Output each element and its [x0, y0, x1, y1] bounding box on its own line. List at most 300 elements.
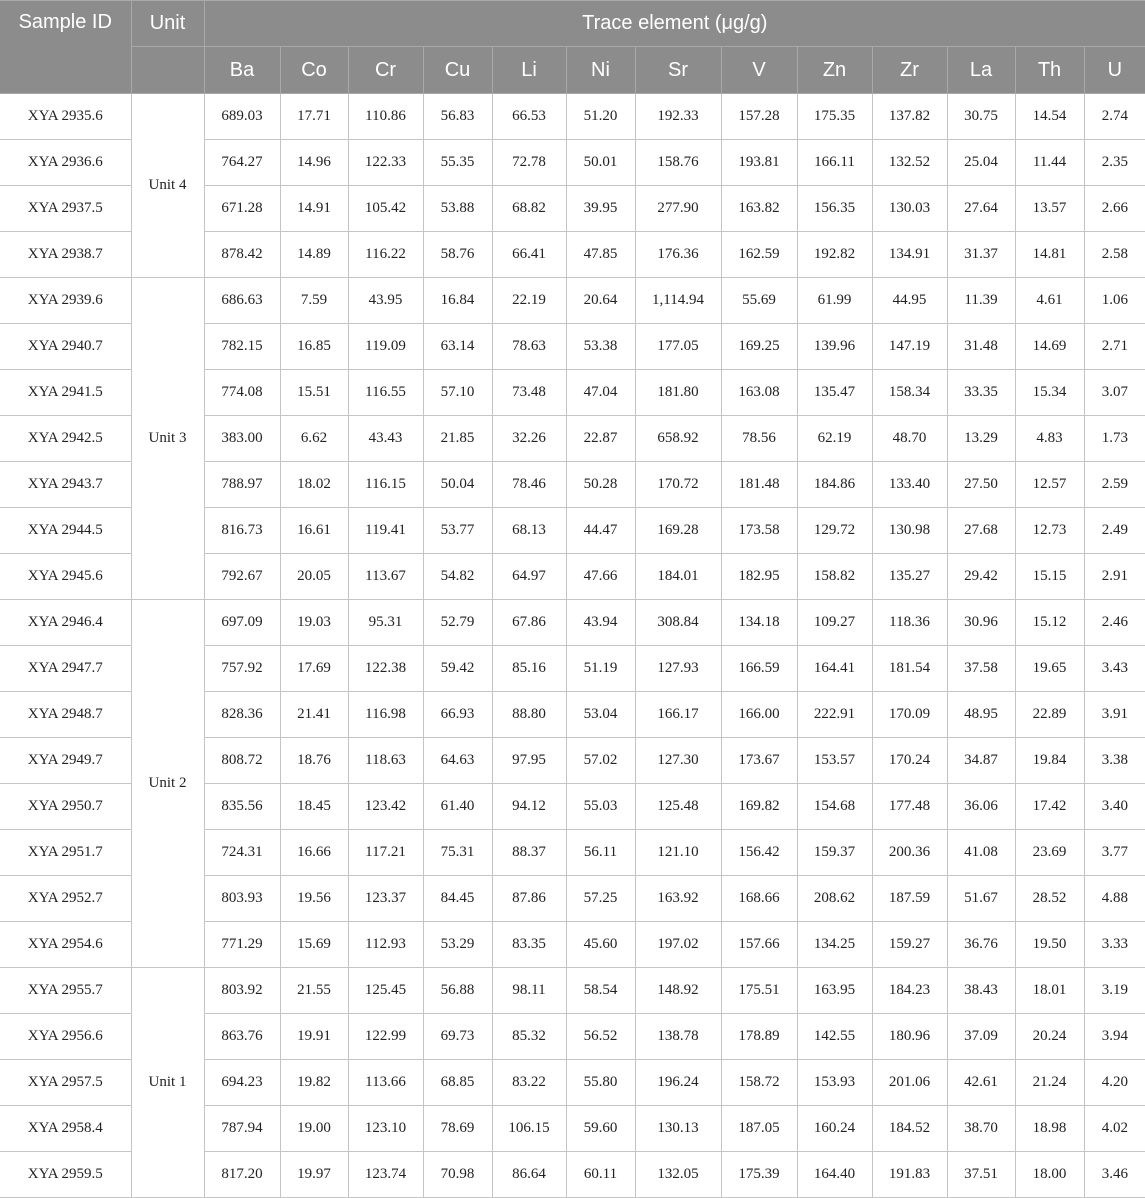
- table-row: [0, 278, 1145, 324]
- value-cell: 19.84: [1015, 738, 1084, 784]
- value-cell: 3.43: [1084, 646, 1145, 692]
- sample-id-cell: XYA 2942.5: [0, 416, 131, 462]
- value-cell: 20.64: [566, 278, 635, 324]
- value-cell: 134.18: [721, 600, 797, 646]
- value-cell: 51.20: [566, 94, 635, 140]
- sample-id-cell: XYA 2948.7: [0, 692, 131, 738]
- value-cell: 792.67: [204, 554, 280, 600]
- value-cell: 48.70: [872, 416, 947, 462]
- value-cell: 4.88: [1084, 876, 1145, 922]
- table-row: [0, 600, 1145, 646]
- value-cell: 170.09: [872, 692, 947, 738]
- value-cell: 58.54: [566, 968, 635, 1014]
- value-cell: 113.66: [348, 1060, 423, 1106]
- value-cell: 4.02: [1084, 1106, 1145, 1152]
- value-cell: 164.41: [797, 646, 872, 692]
- header-element: Co: [280, 47, 348, 94]
- value-cell: 23.69: [1015, 830, 1084, 876]
- value-cell: 123.74: [348, 1152, 423, 1198]
- value-cell: 66.53: [492, 94, 566, 140]
- value-cell: 19.03: [280, 600, 348, 646]
- sample-id-cell: XYA 2937.5: [0, 186, 131, 232]
- value-cell: 45.60: [566, 922, 635, 968]
- value-cell: 50.04: [423, 462, 492, 508]
- value-cell: 31.48: [947, 324, 1015, 370]
- value-cell: 27.68: [947, 508, 1015, 554]
- value-cell: 163.92: [635, 876, 721, 922]
- value-cell: 19.00: [280, 1106, 348, 1152]
- value-cell: 162.59: [721, 232, 797, 278]
- header-element: Th: [1015, 47, 1084, 94]
- value-cell: 169.82: [721, 784, 797, 830]
- header-element: Cu: [423, 47, 492, 94]
- value-cell: 27.64: [947, 186, 1015, 232]
- value-cell: 69.73: [423, 1014, 492, 1060]
- value-cell: 53.29: [423, 922, 492, 968]
- sample-id-cell: XYA 2952.7: [0, 876, 131, 922]
- value-cell: 72.78: [492, 140, 566, 186]
- value-cell: 85.32: [492, 1014, 566, 1060]
- value-cell: 774.08: [204, 370, 280, 416]
- value-cell: 2.58: [1084, 232, 1145, 278]
- value-cell: 53.38: [566, 324, 635, 370]
- value-cell: 68.82: [492, 186, 566, 232]
- header-element: Ni: [566, 47, 635, 94]
- value-cell: 153.93: [797, 1060, 872, 1106]
- value-cell: 119.09: [348, 324, 423, 370]
- value-cell: 42.61: [947, 1060, 1015, 1106]
- value-cell: 156.42: [721, 830, 797, 876]
- value-cell: 123.42: [348, 784, 423, 830]
- value-cell: 18.45: [280, 784, 348, 830]
- value-cell: 84.45: [423, 876, 492, 922]
- sample-id-cell: XYA 2936.6: [0, 140, 131, 186]
- value-cell: 85.16: [492, 646, 566, 692]
- value-cell: 20.24: [1015, 1014, 1084, 1060]
- table-row: [0, 94, 1145, 140]
- value-cell: 697.09: [204, 600, 280, 646]
- value-cell: 122.99: [348, 1014, 423, 1060]
- header-sample-id: Sample ID: [0, 1, 131, 94]
- value-cell: 788.97: [204, 462, 280, 508]
- value-cell: 109.27: [797, 600, 872, 646]
- value-cell: 43.94: [566, 600, 635, 646]
- value-cell: 168.66: [721, 876, 797, 922]
- value-cell: 170.24: [872, 738, 947, 784]
- value-cell: 1,114.94: [635, 278, 721, 324]
- value-cell: 36.06: [947, 784, 1015, 830]
- value-cell: 22.19: [492, 278, 566, 324]
- value-cell: 277.90: [635, 186, 721, 232]
- value-cell: 15.51: [280, 370, 348, 416]
- value-cell: 177.48: [872, 784, 947, 830]
- value-cell: 133.40: [872, 462, 947, 508]
- sample-id-cell: XYA 2949.7: [0, 738, 131, 784]
- value-cell: 14.54: [1015, 94, 1084, 140]
- header-element: Zr: [872, 47, 947, 94]
- header-element: U: [1084, 47, 1145, 94]
- value-cell: 119.41: [348, 508, 423, 554]
- value-cell: 38.43: [947, 968, 1015, 1014]
- value-cell: 53.77: [423, 508, 492, 554]
- value-cell: 18.02: [280, 462, 348, 508]
- value-cell: 134.25: [797, 922, 872, 968]
- value-cell: 166.11: [797, 140, 872, 186]
- value-cell: 57.25: [566, 876, 635, 922]
- value-cell: 177.05: [635, 324, 721, 370]
- value-cell: 97.95: [492, 738, 566, 784]
- unit-cell: Unit 3: [131, 278, 204, 600]
- value-cell: 122.38: [348, 646, 423, 692]
- sample-id-cell: XYA 2944.5: [0, 508, 131, 554]
- unit-cell: Unit 2: [131, 600, 204, 968]
- sample-id-cell: XYA 2950.7: [0, 784, 131, 830]
- value-cell: 878.42: [204, 232, 280, 278]
- sample-id-cell: XYA 2940.7: [0, 324, 131, 370]
- value-cell: 130.98: [872, 508, 947, 554]
- value-cell: 686.63: [204, 278, 280, 324]
- value-cell: 29.42: [947, 554, 1015, 600]
- value-cell: 2.74: [1084, 94, 1145, 140]
- value-cell: 32.26: [492, 416, 566, 462]
- value-cell: 78.56: [721, 416, 797, 462]
- value-cell: 64.97: [492, 554, 566, 600]
- value-cell: 59.42: [423, 646, 492, 692]
- sample-id-cell: XYA 2939.6: [0, 278, 131, 324]
- value-cell: 134.91: [872, 232, 947, 278]
- value-cell: 817.20: [204, 1152, 280, 1198]
- value-cell: 184.86: [797, 462, 872, 508]
- value-cell: 176.36: [635, 232, 721, 278]
- value-cell: 157.28: [721, 94, 797, 140]
- value-cell: 724.31: [204, 830, 280, 876]
- sample-id-cell: XYA 2941.5: [0, 370, 131, 416]
- value-cell: 88.37: [492, 830, 566, 876]
- value-cell: 55.80: [566, 1060, 635, 1106]
- value-cell: 54.82: [423, 554, 492, 600]
- value-cell: 135.27: [872, 554, 947, 600]
- value-cell: 2.49: [1084, 508, 1145, 554]
- value-cell: 53.88: [423, 186, 492, 232]
- header-element: Zn: [797, 47, 872, 94]
- value-cell: 166.17: [635, 692, 721, 738]
- value-cell: 787.94: [204, 1106, 280, 1152]
- value-cell: 1.73: [1084, 416, 1145, 462]
- value-cell: 68.85: [423, 1060, 492, 1106]
- value-cell: 163.08: [721, 370, 797, 416]
- value-cell: 78.63: [492, 324, 566, 370]
- sample-id-cell: XYA 2959.5: [0, 1152, 131, 1198]
- value-cell: 22.87: [566, 416, 635, 462]
- value-cell: 36.76: [947, 922, 1015, 968]
- value-cell: 166.59: [721, 646, 797, 692]
- header-element: V: [721, 47, 797, 94]
- value-cell: 21.85: [423, 416, 492, 462]
- value-cell: 197.02: [635, 922, 721, 968]
- value-cell: 782.15: [204, 324, 280, 370]
- value-cell: 184.52: [872, 1106, 947, 1152]
- value-cell: 14.91: [280, 186, 348, 232]
- value-cell: 175.51: [721, 968, 797, 1014]
- value-cell: 159.27: [872, 922, 947, 968]
- value-cell: 757.92: [204, 646, 280, 692]
- value-cell: 38.70: [947, 1106, 1015, 1152]
- value-cell: 2.46: [1084, 600, 1145, 646]
- header-unit-blank: [131, 47, 204, 94]
- value-cell: 184.23: [872, 968, 947, 1014]
- value-cell: 28.52: [1015, 876, 1084, 922]
- unit-cell: Unit 1: [131, 968, 204, 1198]
- sample-id-cell: XYA 2954.6: [0, 922, 131, 968]
- value-cell: 66.41: [492, 232, 566, 278]
- value-cell: 658.92: [635, 416, 721, 462]
- value-cell: 169.28: [635, 508, 721, 554]
- value-cell: 163.82: [721, 186, 797, 232]
- value-cell: 4.20: [1084, 1060, 1145, 1106]
- sample-id-cell: XYA 2943.7: [0, 462, 131, 508]
- value-cell: 2.91: [1084, 554, 1145, 600]
- value-cell: 73.48: [492, 370, 566, 416]
- value-cell: 47.04: [566, 370, 635, 416]
- value-cell: 164.40: [797, 1152, 872, 1198]
- value-cell: 163.95: [797, 968, 872, 1014]
- table-row: [0, 968, 1145, 1014]
- value-cell: 47.85: [566, 232, 635, 278]
- value-cell: 55.35: [423, 140, 492, 186]
- value-cell: 17.42: [1015, 784, 1084, 830]
- value-cell: 16.85: [280, 324, 348, 370]
- value-cell: 187.59: [872, 876, 947, 922]
- value-cell: 19.91: [280, 1014, 348, 1060]
- value-cell: 182.95: [721, 554, 797, 600]
- value-cell: 192.33: [635, 94, 721, 140]
- value-cell: 17.69: [280, 646, 348, 692]
- value-cell: 116.15: [348, 462, 423, 508]
- value-cell: 118.36: [872, 600, 947, 646]
- value-cell: 3.07: [1084, 370, 1145, 416]
- value-cell: 142.55: [797, 1014, 872, 1060]
- value-cell: 138.78: [635, 1014, 721, 1060]
- sample-id-cell: XYA 2946.4: [0, 600, 131, 646]
- value-cell: 116.22: [348, 232, 423, 278]
- value-cell: 191.83: [872, 1152, 947, 1198]
- value-cell: 37.58: [947, 646, 1015, 692]
- value-cell: 60.11: [566, 1152, 635, 1198]
- value-cell: 4.83: [1015, 416, 1084, 462]
- value-cell: 78.46: [492, 462, 566, 508]
- value-cell: 828.36: [204, 692, 280, 738]
- value-cell: 181.48: [721, 462, 797, 508]
- unit-cell: Unit 4: [131, 94, 204, 278]
- value-cell: 75.31: [423, 830, 492, 876]
- value-cell: 58.76: [423, 232, 492, 278]
- value-cell: 122.33: [348, 140, 423, 186]
- sample-id-cell: XYA 2958.4: [0, 1106, 131, 1152]
- value-cell: 31.37: [947, 232, 1015, 278]
- value-cell: 808.72: [204, 738, 280, 784]
- value-cell: 95.31: [348, 600, 423, 646]
- value-cell: 7.59: [280, 278, 348, 324]
- value-cell: 170.72: [635, 462, 721, 508]
- value-cell: 3.33: [1084, 922, 1145, 968]
- value-cell: 187.05: [721, 1106, 797, 1152]
- value-cell: 158.34: [872, 370, 947, 416]
- value-cell: 14.96: [280, 140, 348, 186]
- value-cell: 193.81: [721, 140, 797, 186]
- value-cell: 15.69: [280, 922, 348, 968]
- sample-id-cell: XYA 2955.7: [0, 968, 131, 1014]
- value-cell: 16.61: [280, 508, 348, 554]
- value-cell: 22.89: [1015, 692, 1084, 738]
- value-cell: 98.11: [492, 968, 566, 1014]
- header-unit: Unit: [131, 1, 204, 47]
- value-cell: 2.35: [1084, 140, 1145, 186]
- value-cell: 222.91: [797, 692, 872, 738]
- value-cell: 127.30: [635, 738, 721, 784]
- value-cell: 112.93: [348, 922, 423, 968]
- value-cell: 117.21: [348, 830, 423, 876]
- header-element: La: [947, 47, 1015, 94]
- value-cell: 11.39: [947, 278, 1015, 324]
- value-cell: 61.40: [423, 784, 492, 830]
- value-cell: 132.52: [872, 140, 947, 186]
- value-cell: 105.42: [348, 186, 423, 232]
- value-cell: 19.56: [280, 876, 348, 922]
- value-cell: 175.39: [721, 1152, 797, 1198]
- value-cell: 37.09: [947, 1014, 1015, 1060]
- value-cell: 55.69: [721, 278, 797, 324]
- header-element: Cr: [348, 47, 423, 94]
- value-cell: 160.24: [797, 1106, 872, 1152]
- sample-id-cell: XYA 2956.6: [0, 1014, 131, 1060]
- sample-id-cell: XYA 2951.7: [0, 830, 131, 876]
- value-cell: 18.00: [1015, 1152, 1084, 1198]
- value-cell: 154.68: [797, 784, 872, 830]
- value-cell: 771.29: [204, 922, 280, 968]
- value-cell: 18.76: [280, 738, 348, 784]
- value-cell: 83.22: [492, 1060, 566, 1106]
- value-cell: 86.64: [492, 1152, 566, 1198]
- value-cell: 88.80: [492, 692, 566, 738]
- value-cell: 43.95: [348, 278, 423, 324]
- value-cell: 57.10: [423, 370, 492, 416]
- value-cell: 53.04: [566, 692, 635, 738]
- value-cell: 6.62: [280, 416, 348, 462]
- sample-id-cell: XYA 2957.5: [0, 1060, 131, 1106]
- value-cell: 50.01: [566, 140, 635, 186]
- value-cell: 2.66: [1084, 186, 1145, 232]
- value-cell: 18.01: [1015, 968, 1084, 1014]
- value-cell: 135.47: [797, 370, 872, 416]
- value-cell: 16.84: [423, 278, 492, 324]
- value-cell: 14.69: [1015, 324, 1084, 370]
- value-cell: 52.79: [423, 600, 492, 646]
- value-cell: 13.57: [1015, 186, 1084, 232]
- value-cell: 147.19: [872, 324, 947, 370]
- value-cell: 125.48: [635, 784, 721, 830]
- value-cell: 50.28: [566, 462, 635, 508]
- value-cell: 116.55: [348, 370, 423, 416]
- value-cell: 106.15: [492, 1106, 566, 1152]
- value-cell: 19.65: [1015, 646, 1084, 692]
- value-cell: 129.72: [797, 508, 872, 554]
- value-cell: 39.95: [566, 186, 635, 232]
- value-cell: 51.67: [947, 876, 1015, 922]
- value-cell: 44.95: [872, 278, 947, 324]
- value-cell: 51.19: [566, 646, 635, 692]
- value-cell: 43.43: [348, 416, 423, 462]
- value-cell: 159.37: [797, 830, 872, 876]
- value-cell: 192.82: [797, 232, 872, 278]
- value-cell: 3.77: [1084, 830, 1145, 876]
- value-cell: 33.35: [947, 370, 1015, 416]
- header-trace-element-group: Trace element (μg/g): [204, 1, 1145, 47]
- value-cell: 173.58: [721, 508, 797, 554]
- value-cell: 14.81: [1015, 232, 1084, 278]
- value-cell: 19.82: [280, 1060, 348, 1106]
- value-cell: 130.03: [872, 186, 947, 232]
- table-header: [0, 1, 1145, 94]
- value-cell: 16.66: [280, 830, 348, 876]
- value-cell: 37.51: [947, 1152, 1015, 1198]
- value-cell: 11.44: [1015, 140, 1084, 186]
- value-cell: 41.08: [947, 830, 1015, 876]
- value-cell: 116.98: [348, 692, 423, 738]
- value-cell: 17.71: [280, 94, 348, 140]
- value-cell: 44.47: [566, 508, 635, 554]
- header-element: Li: [492, 47, 566, 94]
- value-cell: 180.96: [872, 1014, 947, 1060]
- value-cell: 56.83: [423, 94, 492, 140]
- value-cell: 158.76: [635, 140, 721, 186]
- value-cell: 863.76: [204, 1014, 280, 1060]
- value-cell: 181.54: [872, 646, 947, 692]
- value-cell: 153.57: [797, 738, 872, 784]
- value-cell: 110.86: [348, 94, 423, 140]
- value-cell: 184.01: [635, 554, 721, 600]
- value-cell: 15.34: [1015, 370, 1084, 416]
- value-cell: 61.99: [797, 278, 872, 324]
- value-cell: 123.37: [348, 876, 423, 922]
- value-cell: 118.63: [348, 738, 423, 784]
- value-cell: 201.06: [872, 1060, 947, 1106]
- value-cell: 59.60: [566, 1106, 635, 1152]
- value-cell: 158.82: [797, 554, 872, 600]
- value-cell: 63.14: [423, 324, 492, 370]
- value-cell: 12.73: [1015, 508, 1084, 554]
- sample-id-cell: XYA 2935.6: [0, 94, 131, 140]
- value-cell: 68.13: [492, 508, 566, 554]
- value-cell: 12.57: [1015, 462, 1084, 508]
- value-cell: 13.29: [947, 416, 1015, 462]
- value-cell: 816.73: [204, 508, 280, 554]
- value-cell: 764.27: [204, 140, 280, 186]
- value-cell: 21.41: [280, 692, 348, 738]
- value-cell: 3.46: [1084, 1152, 1145, 1198]
- value-cell: 56.88: [423, 968, 492, 1014]
- value-cell: 127.93: [635, 646, 721, 692]
- value-cell: 57.02: [566, 738, 635, 784]
- value-cell: 15.15: [1015, 554, 1084, 600]
- value-cell: 208.62: [797, 876, 872, 922]
- value-cell: 15.12: [1015, 600, 1084, 646]
- value-cell: 196.24: [635, 1060, 721, 1106]
- value-cell: 123.10: [348, 1106, 423, 1152]
- sample-id-cell: XYA 2947.7: [0, 646, 131, 692]
- value-cell: 3.94: [1084, 1014, 1145, 1060]
- value-cell: 19.97: [280, 1152, 348, 1198]
- value-cell: 66.93: [423, 692, 492, 738]
